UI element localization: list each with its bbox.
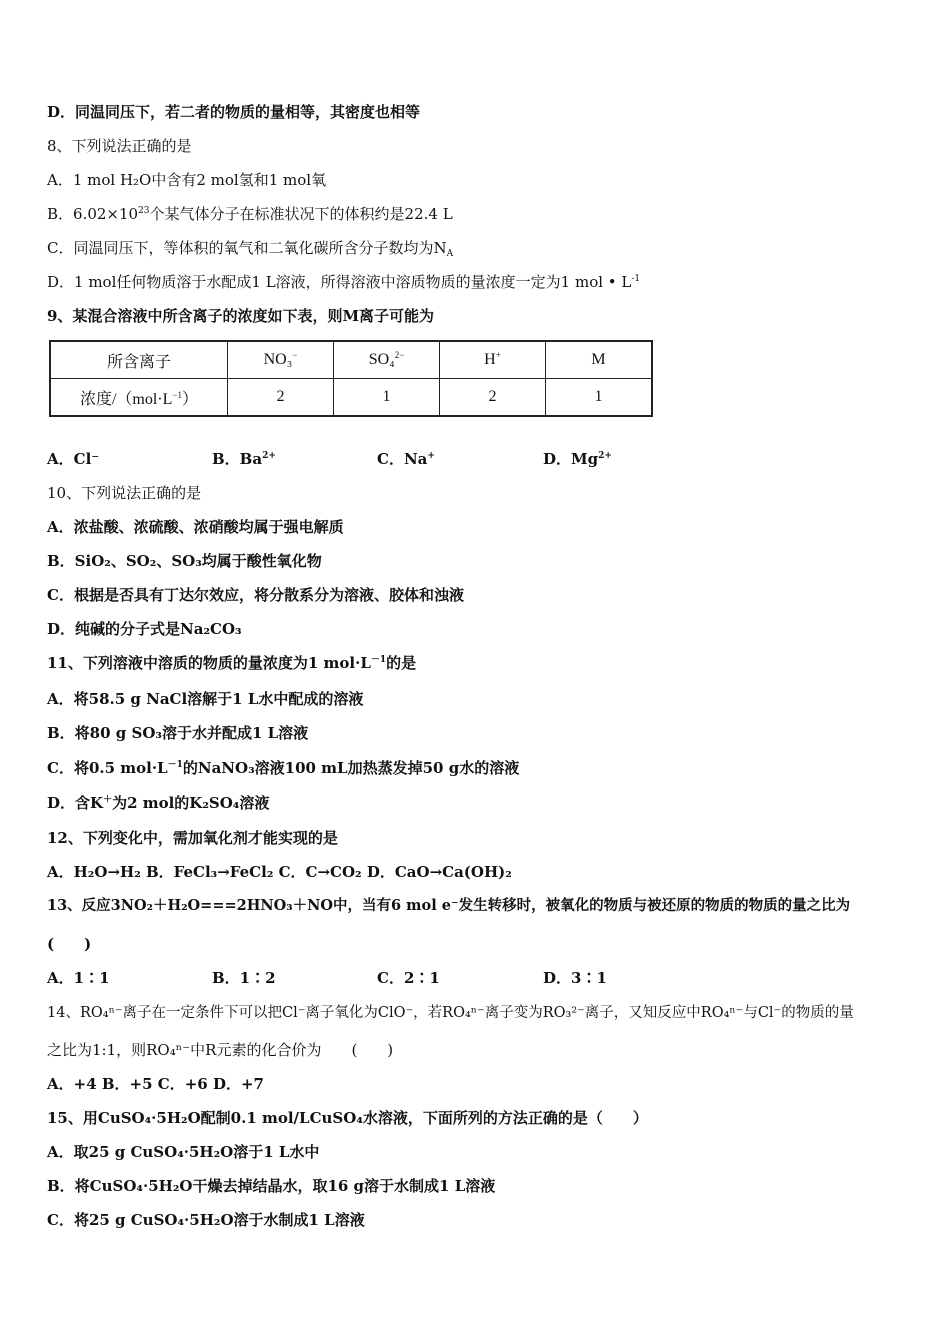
table-concentration-label — [50, 379, 228, 417]
q7-option-d: D．同温同压下，若二者的物质的量相等，其密度也相等 — [47, 103, 421, 121]
q15-option-c: C．将25 g CuSO₄·5H₂O溶于水制成1 L溶液 — [47, 1211, 365, 1229]
q8-option-b — [47, 204, 453, 224]
ion-concentration-table — [49, 340, 653, 417]
q12-stem: 12、下列变化中，需加氧化剂才能实现的是 — [47, 829, 338, 847]
label-exp: −1 — [172, 389, 182, 400]
q9-option-d — [543, 449, 612, 469]
table-ion-m: M — [546, 341, 653, 379]
q8-option-a: A．1 mol H₂O中含有2 mol氢和1 mol氧 — [47, 171, 327, 189]
ion-charge: + — [495, 350, 501, 360]
q8-option-b-exp: 23 — [138, 206, 150, 216]
q11-option-c — [47, 758, 519, 778]
q8-option-d-exp: -1 — [631, 274, 641, 284]
option-charge: 2+ — [262, 451, 276, 461]
q12-options: A．H₂O→H₂ B．FeCl₃→FeCl₂ C．C→CO₂ D．CaO→Ca(OH)₂ — [47, 863, 512, 881]
table-value: 1 — [334, 379, 440, 417]
q8-stem: 8、下列说法正确的是 — [47, 137, 192, 155]
option-post: 的NaNO₃溶液100 mL加热蒸发掉50 g水的溶液 — [182, 759, 520, 777]
table-row — [50, 379, 652, 417]
table-value: 1 — [546, 379, 653, 417]
q14-line-1: 14、RO₄ⁿ⁻离子在一定条件下可以把Cl⁻离子氧化为ClO⁻，若RO₄ⁿ⁻离子变为RO₃²⁻离子，又知反应中RO₄ⁿ⁻与Cl⁻的物质的量 — [47, 1005, 854, 1021]
q8-option-b-pre: B．6.02×10 — [47, 205, 139, 223]
q11-option-d — [47, 793, 269, 813]
q13-option-b: B．1∶2 — [212, 969, 276, 987]
ion-text: H — [484, 351, 496, 368]
q8-option-c — [47, 238, 453, 258]
option-exp: ＋ — [103, 795, 113, 805]
ion-text: SO₄ — [368, 351, 395, 368]
q15-stem: 15、用CuSO₄·5H₂O配制0.1 mol/LCuSO₄水溶液，下面所列的方法正确的是（ ） — [47, 1109, 648, 1127]
q9-option-a: A．Cl⁻ — [47, 450, 100, 468]
q13-option-c: C．2∶1 — [377, 969, 440, 987]
table-ion-nitrate — [228, 341, 334, 379]
q11-stem — [47, 653, 416, 673]
q11-option-a: A．将58.5 g NaCl溶解于1 L水中配成的溶液 — [47, 690, 364, 708]
q8-option-c-sub: A — [446, 249, 454, 259]
q13-stem: 13、反应3NO₂＋H₂O===2HNO₃＋NO中，当有6 mol e⁻发生转移时，被氧化的物质与被还原的物质的物质的量之比为 — [47, 897, 851, 914]
option-charge: 2+ — [598, 451, 612, 461]
table-row — [50, 341, 652, 379]
q15-option-b: B．将CuSO₄·5H₂O干燥去掉结晶水，取16 g溶于水制成1 L溶液 — [47, 1177, 496, 1195]
stem-exp: －1 — [370, 655, 387, 665]
q9-option-c — [377, 449, 435, 469]
stem-pre: 11、下列溶液中溶质的物质的量浓度为1 mol·L — [47, 654, 371, 672]
q9-stem: 9、某混合溶液中所含离子的浓度如下表，则M离子可能为 — [47, 307, 435, 325]
label-text: 浓度/（mol·L — [79, 390, 173, 408]
label-end: ） — [182, 390, 199, 408]
table-ion-hydrogen — [440, 341, 546, 379]
table-ion-sulfate — [334, 341, 440, 379]
q8-option-b-post: 个某气体分子在标准状况下的体积约是22.4 L — [149, 205, 453, 223]
table-header-label: 所含离子 — [50, 341, 228, 379]
q13-paren: ( ) — [47, 935, 92, 953]
table-value: 2 — [440, 379, 546, 417]
table-value: 2 — [228, 379, 334, 417]
q13-option-a: A．1∶1 — [47, 969, 110, 987]
q8-option-d-pre: D．1 mol任何物质溶于水配成1 L溶液，所得溶液中溶质物质的量浓度一定为1 mol • L — [47, 273, 632, 291]
ion-charge: − — [292, 350, 298, 360]
option-text: B．Ba — [212, 450, 263, 468]
q13-option-d: D．3∶1 — [543, 969, 607, 987]
ion-charge: 2− — [394, 350, 405, 360]
option-charge: + — [427, 451, 435, 461]
option-pre: D．含K — [47, 794, 104, 812]
q11-option-b: B．将80 g SO₃溶于水并配成1 L溶液 — [47, 724, 309, 742]
q10-option-b: B．SiO₂、SO₂、SO₃均属于酸性氧化物 — [47, 552, 322, 570]
q8-option-d — [47, 272, 640, 292]
option-post: 为2 mol的K₂SO₄溶液 — [112, 794, 270, 812]
q15-option-a: A．取25 g CuSO₄·5H₂O溶于1 L水中 — [47, 1143, 320, 1161]
option-pre: C．将0.5 mol·L — [47, 759, 168, 777]
q10-stem: 10、下列说法正确的是 — [47, 484, 202, 502]
q10-option-a: A．浓盐酸、浓硫酸、浓硝酸均属于强电解质 — [47, 518, 344, 536]
q10-option-c: C．根据是否具有丁达尔效应，将分散系分为溶液、胶体和浊液 — [47, 586, 464, 604]
option-text: C．Na — [377, 450, 428, 468]
q8-option-c-pre: C．同温同压下，等体积的氧气和二氧化碳所含分子数均为N — [47, 239, 447, 257]
q14-line-2: 之比为1:1，则RO₄ⁿ⁻中R元素的化合价为 ( ) — [47, 1041, 394, 1059]
q9-option-b — [212, 449, 276, 469]
q14-options: A．+4 B．+5 C．+6 D．+7 — [47, 1075, 264, 1093]
option-exp: －1 — [167, 760, 183, 770]
option-text: D．Mg — [543, 450, 599, 468]
q10-option-d: D．纯碱的分子式是Na₂CO₃ — [47, 620, 242, 638]
ion-text: NO₃ — [263, 351, 293, 368]
stem-post: 的是 — [386, 654, 417, 672]
